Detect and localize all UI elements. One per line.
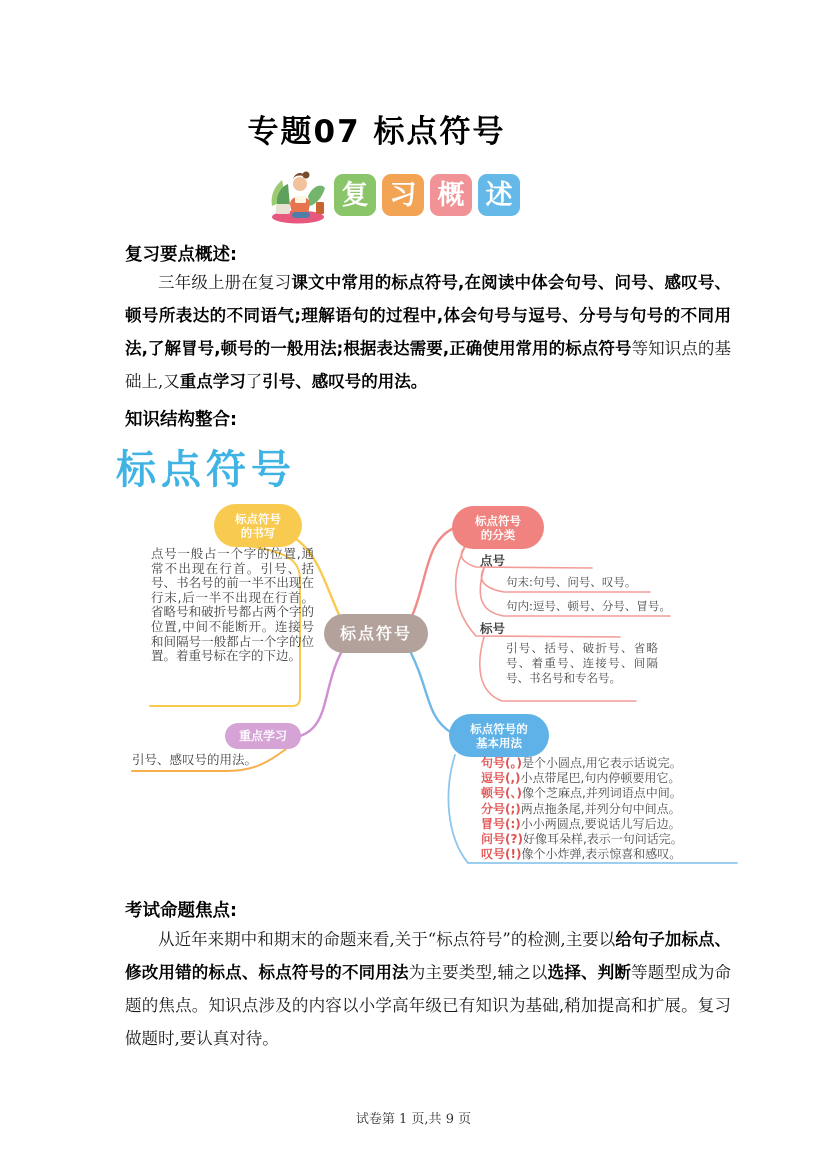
review-banner [262,166,520,224]
rhyme-colon: 冒号(:)小小两圆点,要说话儿写后边。 [481,816,681,831]
node-classification: 标点符号 的分类 [452,506,544,549]
group-mark-label: 标号 [480,621,506,636]
girl-reading-illustration-svg [262,166,328,224]
branch-keystudy-curve [300,651,342,736]
branch-usage-curve [410,651,452,733]
girl-reading-illustration [262,166,328,224]
rhyme-exclamation: 叹号(!)像个小炸弹,表示惊喜和感叹。 [481,847,682,862]
review-paragraph: 三年级上册在复习课文中常用的标点符号,在阅读中体会句号、问号、感叹号、顿号所表达的不同语气;理解语句的过程中,体会句号与逗号、分号与句号的不同用法,了解冒号,顿号的一般用法;根据表达需要,正确使用常用的标点符号等知识点的基础上,又重点学习了引号、感叹号的用法。 [125,273,732,391]
rhyme-comma: 逗号(,)小点带尾巴,句内停顿要用它。 [481,771,681,786]
rhyme-period: 句号(。)是个小圆点,用它表示话说完。 [481,756,682,770]
structure-heading: 知识结构整合: [125,410,237,430]
rhyme-question: 问号(?)好像耳朵样,表示一句问话完。 [481,832,683,847]
node-writing: 标点符号 的书写 [214,504,302,547]
punctuation-mindmap [0,440,827,895]
branch-classification-curve [410,529,452,621]
node-center: 标点符号 [324,614,428,653]
rhyme-semicolon: 分号(;)两点拖条尾,并列分句中间点。 [481,801,681,816]
node-key-study: 重点学习 [225,723,301,749]
page-footer: 试卷第 1 页,共 9 页 [355,1112,472,1127]
tile-gai: 概 [430,174,472,216]
keystudy-note: 引号、感叹号的用法。 [132,752,258,767]
review-heading: 复习要点概述: [125,245,237,265]
tile-xi: 习 [382,174,424,216]
tile-shu: 述 [478,174,520,216]
dot-item-insentence: 句内:逗号、顿号、分号、冒号。 [506,599,671,613]
group-dot-label: 点号 [480,553,506,568]
rhyme-enumeration: 顿号(、)像个芝麻点,并列词语点中间。 [481,786,682,801]
node-usage: 标点符号的 基本用法 [449,714,549,757]
dot-item-endofsentence: 句末:句号、问号、叹号。 [506,575,637,589]
mark-item-list: 引号、括号、破折号、省略号、着重号、连接号、间隔号、书名号和专名号。 [506,641,658,685]
page-title: 专题07 标点符号 [247,114,506,150]
mindmap-big-title: 标点符号 [116,447,296,493]
banner-tiles [334,174,520,216]
tile-fu: 复 [334,174,376,216]
usage-rhymes [481,756,733,862]
writing-note: 点号一般占一个字的位置,通常不出现在行首。引号、括号、书名号的前一半不出现在行末,后一半不出现在行首。省略号和破折号都占两个字的位置,中间不能断开。连接号和间隔号一般都占一个字的位置。着重号标在字的下边。 [151,546,314,664]
exam-paragraph: 从近年来期中和期末的命题来看,关于“标点符号”的检测,主要以给句子加标点、修改用错的标点、标点符号的不同用法为主要类型,辅之以选择、判断等题型成为命题的焦点。知识点涉及的内容以小学高年级已有知识为基础,稍加提高和扩展。复习做题时,要认真对待。 [125,930,731,1048]
exam-heading: 考试命题焦点: [125,901,237,921]
